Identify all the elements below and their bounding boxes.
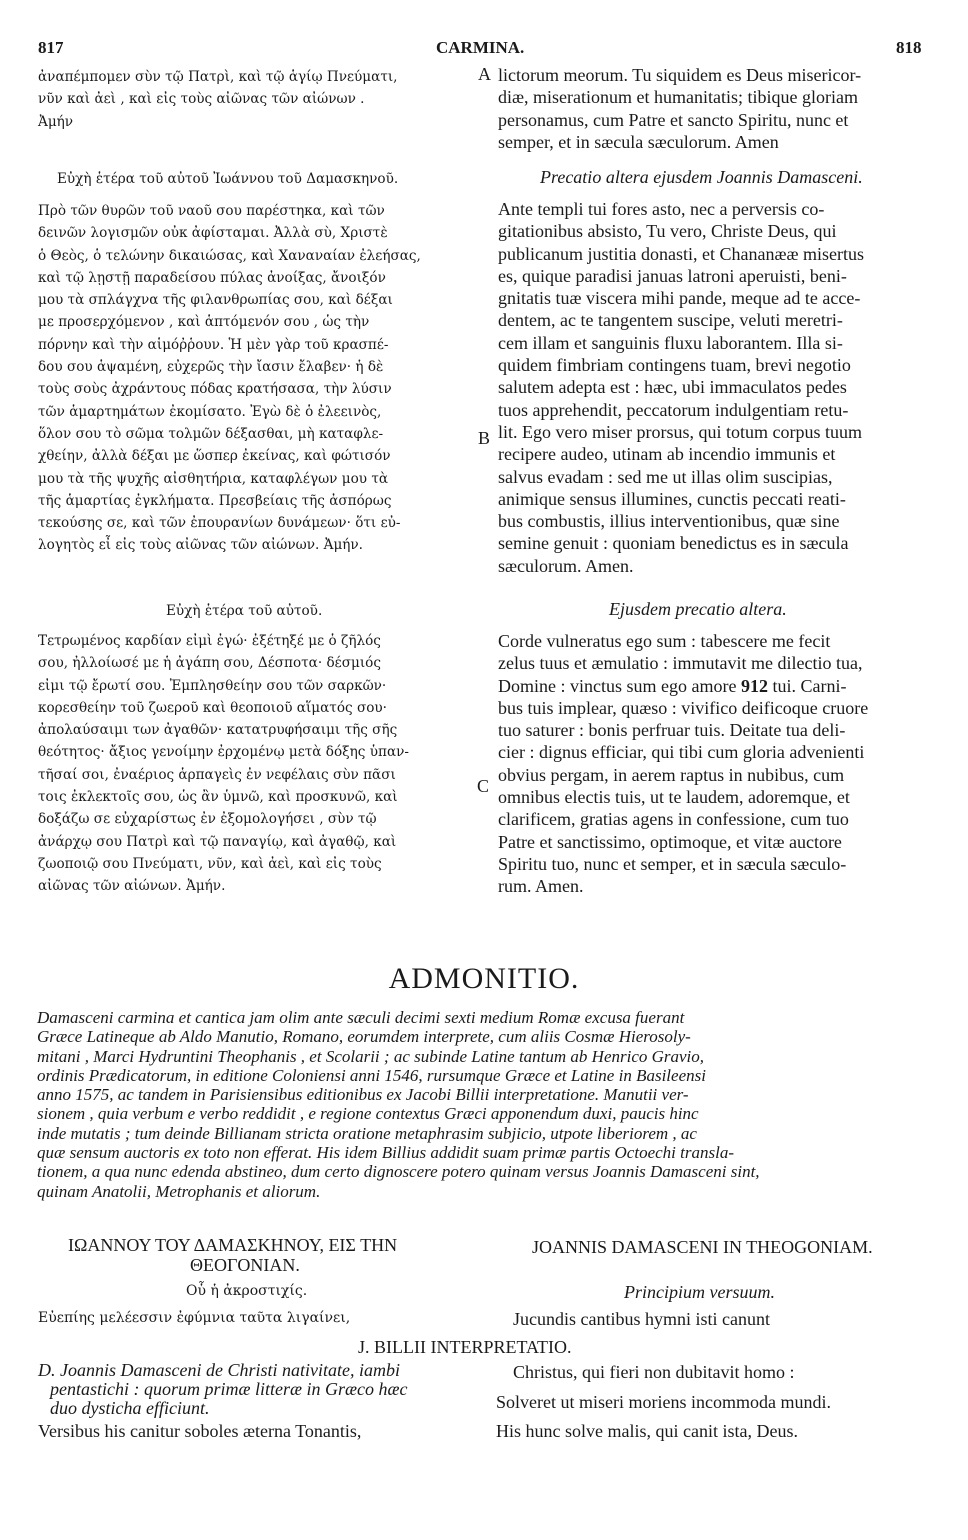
greek-text-line: Τετρωμένος καρδίαν εἰμὶ ἐγώ· ἐξέτηξέ με ὁ ζῆλός: [38, 633, 381, 649]
greek-text-line: αἰῶνας τῶν αἰώνων. Ἀμήν.: [38, 878, 226, 895]
greek-text-line: ὅλον σου τὸ σῶμα τολμῶν δέξασθαι, μὴ καταφλε-: [38, 425, 384, 442]
latin-text-line: tuo saturer : bonis perfruar tuis. Deitate tua deli-: [498, 720, 846, 741]
latin-text-line: gnitatis tuæ viscera mihi pande, meque ad te acce-: [498, 288, 861, 309]
note-line: duo dysticha efficiunt.: [50, 1398, 210, 1418]
latin-text-line: clarificem, gratias agens in confessione, cum tuo: [498, 809, 849, 830]
greek-text-line: τεκούσης σε, καὶ τῶν ἐπουρανίων δυνάμεων· ὅτι εὐ-: [38, 515, 401, 532]
latin-text-line: bus tuis implear, quæso : vivifico deificoque cruore: [498, 697, 869, 718]
greek-text-line: ὁ Θεὸς, ὁ τελώνην δικαιώσας, καὶ Χαναναίαν ἐλεήσας,: [38, 247, 421, 264]
greek-text-line: μου τὰ σπλάγχνα τῆς φιλανθρωπίας σου, καὶ δέξαι: [38, 292, 393, 309]
latin-text-line: tuos apprehendit, peccatorum indulgentiam retu-: [498, 399, 849, 420]
admonitio-line: mitani , Marci Hydruntini Theophanis , et Scolarii ; ac subinde Latine tantum ab Henrico Gravio,: [37, 1046, 705, 1066]
greek-section-title: ΙΩΑΝΝΟΥ ΤΟΥ ΔΑΜΑΣΚΗΝΟΥ, ΕΙΣ ΤΗΝ: [68, 1235, 398, 1255]
admonitio-line: inde mutatis ; tum deinde Billianam stricta oratione metaphrasim subjicio, utpote liberiorem , ac: [37, 1123, 697, 1143]
greek-text-line: Πρὸ τῶν θυρῶν τοῦ ναοῦ σου παρέστηκα, καὶ τῶν: [38, 203, 385, 219]
greek-text-line: ἀνάρχῳ σου Πατρὶ καὶ τῷ παναγίῳ, καὶ ἀγαθῷ, καὶ: [38, 833, 397, 850]
greek-text-line: λογητὸς εἶ εἰς τοὺς αἰῶνας τῶν αἰώνων. Ἀμήν.: [38, 537, 364, 554]
latin-acrostic-label: Principium versuum.: [624, 1282, 775, 1302]
latin-prayer-2: [498, 630, 938, 898]
latin-intro-line: diæ, miserationum et humanitatis; tibique gloriam: [498, 87, 858, 108]
page-number-right: 818: [896, 38, 922, 57]
greek-text-line: ζωοποιῷ σου Πνεύματι, νῦν, καὶ ἀεὶ, καὶ εἰς τοὺς: [38, 855, 382, 872]
latin-text-line: es, quique paradisi januas latroni aperuisti, beni-: [498, 265, 847, 286]
admonitio-line: quæ sensum auctoris ex toto non efferat. His idem Billius addidit suam primæ partis Octoechi transla-: [37, 1143, 734, 1163]
verse-line: Versibus his canitur soboles æterna Tonantis,: [38, 1421, 362, 1441]
greek-text-line: με προσερχόμενον , καὶ ἁπτόμενόν σου , ὡς τὴν: [38, 314, 370, 331]
greek-text-line: τῶν ἁμαρτημάτων ἐκομίσατο. Ἐγὼ δὲ ὁ ἐλεεινὸς,: [38, 403, 382, 420]
latin-intro-line: personamus, cum Patre et sancto Spiritu, nunc et: [498, 109, 849, 130]
theogonia-note: [38, 1361, 478, 1418]
latin-text-segment: Domine : vinctus sum ego amore: [498, 675, 741, 696]
greek-text-line: δοξάζω σε εὐχαρίστως ἐν ἐξομολογήσει , σὺν τῷ: [38, 811, 377, 828]
latin-text-line: animique sensus illumines, cunctis peccati reati-: [498, 488, 846, 509]
latin-prayer-1: [498, 198, 938, 577]
admonitio-line: sionem , quia verbum e verbo reddidit , e regione contextus Græci apponendum duxi, paucis hinc: [37, 1104, 699, 1124]
greek-intro-line: νῦν καὶ ἀεὶ , καὶ εἰς τοὺς αἰῶνας τῶν αἰώνων .: [38, 91, 365, 108]
admonitio-line: Damasceni carmina et cantica jam olim ante sæculi decimi sexti medium Romæ excusa fuerant: [37, 1008, 685, 1027]
latin-text-line: bus combustis, illius interventionibus, quæ sine: [498, 511, 840, 532]
latin-text-line: publicanum justitia donasti, et Chananææ misertus: [498, 243, 864, 264]
admonitio-line: quinam Anatolii, Metrophanis et aliorum.: [37, 1181, 321, 1201]
latin-text-line: omnibus electis tuis, ut te laudem, adoremque, et: [498, 787, 850, 808]
greek-text-line: τῆς ἁμαρτίας ἐγκλήματα. Πρεσβείαις τῆς ἀσπόρως: [38, 492, 392, 509]
latin-text-line: rum. Amen.: [498, 876, 584, 897]
admonitio-line: anno 1575, ac tandem in Parisiensibus editionibus ex Jacobi Billii interpretatione. Manutii ver-: [37, 1085, 689, 1105]
greek-verse: Εὐεπίης μελέεσσιν ἐφύμνια ταῦτα λιγαίνει,: [38, 1310, 351, 1326]
greek-text-line: δεινῶν λογισμῶν οὐκ ἀφίσταμαι. Ἀλλὰ σὺ, Χριστὲ: [38, 225, 388, 242]
greek-text-line: κορεσθείην τοῦ ζωεροῦ καὶ θεοποιοῦ αἵματός σου·: [38, 699, 387, 716]
greek-text-line: τοὺς σοὺς ἀχράντους πόδας κρατήσασα, τὴν λύσιν: [38, 381, 392, 398]
greek-intro-line: ἀναπέμπομεν σὺν τῷ Πατρὶ, καὶ τῷ ἁγίῳ Πνεύματι,: [38, 69, 398, 85]
greek-intro-line: Ἀμήν: [38, 113, 74, 130]
greek-text-line: σου, ἠλλοίωσέ με ἡ ἀγάπη σου, Δέσποτα· δέσμιός: [38, 655, 381, 672]
greek-text-line: θεότητος· ἄξιος γενοίμην ἐρχομένῳ μετὰ δόξης ὑπαν-: [38, 744, 409, 761]
page-number-left: 817: [38, 38, 64, 57]
admonitio-line: Græce Latineque ab Aldo Manutio, Romano, eorumdem interprete, cum aliis Cosmæ Hierosoly-: [37, 1027, 691, 1047]
margin-column-number: 912: [740, 675, 768, 696]
verse-line: Christus, qui fieri non dubitavit homo :: [513, 1362, 795, 1382]
column-marker-b: B: [478, 428, 491, 448]
greek-text-line: καὶ τῷ λῃστῇ παραδείσου πύλας ἀνοίξας, ἄνοιξόν: [38, 269, 386, 286]
latin-text-line: recipere audeo, utinam ab incendio immunis et: [498, 444, 836, 465]
admonitio-line: tionem, a qua nunc edenda abstineo, dum certo dignoscere potero quinam versus Joannis Damasceni sint,: [37, 1162, 760, 1182]
interpretatio-heading: J. BILLII INTERPRETATIO.: [358, 1337, 572, 1357]
latin-heading-2: Ejusdem precatio altera.: [609, 599, 787, 619]
latin-text-line: Ante templi tui fores asto, nec a perversis co-: [498, 199, 825, 219]
greek-text-line: πόρνην καὶ τὴν αἱμόῤῥουν. Ἡ μὲν γὰρ τοῦ κρασπέ-: [38, 336, 389, 353]
latin-text-line: Corde vulneratus ego sum : tabescere me fecit: [498, 631, 831, 651]
latin-text-line: obvius pergam, in aerem raptus in nubibus, cum: [498, 764, 845, 785]
greek-text-line: εἰμι τῷ ἔρωτί σου. Ἐμπλησθείην σου τῶν σαρκῶν·: [38, 677, 387, 694]
greek-column: [38, 66, 476, 133]
column-marker-a: A: [478, 64, 491, 84]
latin-text-line: Spiritu tuo, nunc et semper, et in sæcula sæculo-: [498, 853, 847, 874]
latin-text-line: Patre et sanctissimo, optimoque, et vitæ auctore: [498, 831, 842, 852]
greek-acrostic-label: Οὗ ἡ ἀκροστιχίς.: [186, 1283, 308, 1299]
note-line: pentastichi : quorum primæ litteræ in Græco hæc: [50, 1379, 408, 1399]
running-title: CARMINA.: [436, 38, 525, 57]
latin-intro-line: semper, et in sæcula sæculorum. Amen: [498, 131, 779, 152]
latin-intro-line: lictorum meorum. Tu siquidem es Deus misericor-: [498, 65, 862, 85]
column-marker-c: C: [477, 776, 490, 796]
greek-section-title-cont: ΘΕΟΓΟΝΙΑΝ.: [190, 1255, 300, 1275]
latin-text-line: cem illam et sanguinis fluxu laborantem. Illa si-: [498, 332, 843, 353]
latin-text-line: [498, 675, 938, 697]
latin-text-line: cier : dignus efficiar, qui tibi cum gloria advenienti: [498, 742, 865, 763]
greek-text-line: χθείην, ἀλλὰ δέξαι με ὥσπερ ἐκείνας, καὶ φώτισόν: [38, 448, 391, 465]
greek-heading-2: Εὐχὴ ἑτέρα τοῦ αὐτοῦ.: [166, 603, 323, 619]
latin-text-line: zelus tuus et æmulatio : immutavit me dilectio tua,: [498, 653, 863, 674]
latin-text-line: salutem adepta est : hæc, ubi immaculatos pedes: [498, 377, 847, 398]
verse-line: His hunc solve malis, qui canit ista, Deus.: [496, 1421, 798, 1441]
admonitio-line: ordinis Prædicatorum, in editione Coloniensi anni 1546, rursumque Græce et Latine in Basileensi: [37, 1065, 706, 1085]
greek-text-line: ἀπολαύσαιμι των ἀγαθῶν· κατατρυφήσαιμι τῆς σῆς: [38, 722, 398, 739]
latin-text-line: gitationibus absisto, Tu vero, Christe Deus, qui: [498, 221, 837, 242]
latin-text-line: quidem fimbriam contingens tuam, brevi negotio: [498, 355, 851, 376]
greek-heading-1: Εὐχὴ ἑτέρα τοῦ αὐτοῦ Ἰωάννου τοῦ Δαμασκηνοῦ.: [57, 171, 399, 187]
admonitio-text: [37, 1008, 937, 1201]
admonitio-title: ADMONITIO.: [388, 962, 580, 995]
latin-text-line: sæculorum. Amen.: [498, 555, 634, 576]
latin-text-line: salvus evadam : sed me ut illas olim suscipias,: [498, 466, 833, 487]
latin-text-line: semine genuit : quoniam benedictus es in sæcula: [498, 533, 849, 554]
latin-section-title: JOANNIS DAMASCENI IN THEOGONIAM.: [532, 1237, 873, 1257]
greek-text-line: μου τὰ τῆς ψυχῆς αἰσθητήρια, καταφλέγων μου τὰ: [38, 470, 389, 487]
greek-text-line: δου σου ἁψαμένη, εὐχερῶς τὴν ἴασιν ἔλαβεν· ἡ δὲ: [38, 359, 384, 376]
greek-text-line: τῆσαί σοι, ἐναέριος ἁρπαγεὶς ἐν νεφέλαις σὺν πᾶσι: [38, 766, 396, 783]
latin-verse: Jucundis cantibus hymni isti canunt: [513, 1309, 770, 1329]
note-line: D. Joannis Damasceni de Christi nativitate, iambi: [38, 1360, 400, 1380]
greek-prayer-2: [38, 630, 476, 898]
latin-text-line: lit. Ego vero miser prorsus, qui totum corpus tuum: [498, 421, 862, 442]
latin-column: [498, 64, 938, 153]
greek-text-line: τοις ἐκλεκτοῖς σου, ὡς ἂν ὑμνῶ, καὶ προσκυνῶ, καὶ: [38, 789, 398, 806]
latin-text-segment: tui. Carni-: [767, 675, 847, 696]
greek-prayer-1: [38, 200, 476, 557]
latin-text-line: dentem, ac te tangentem suscipe, veluti meretri-: [498, 310, 843, 331]
verse-line: Solveret ut miseri moriens incommoda mundi.: [496, 1392, 831, 1412]
latin-heading-1: Precatio altera ejusdem Joannis Damasceni.: [540, 167, 863, 187]
